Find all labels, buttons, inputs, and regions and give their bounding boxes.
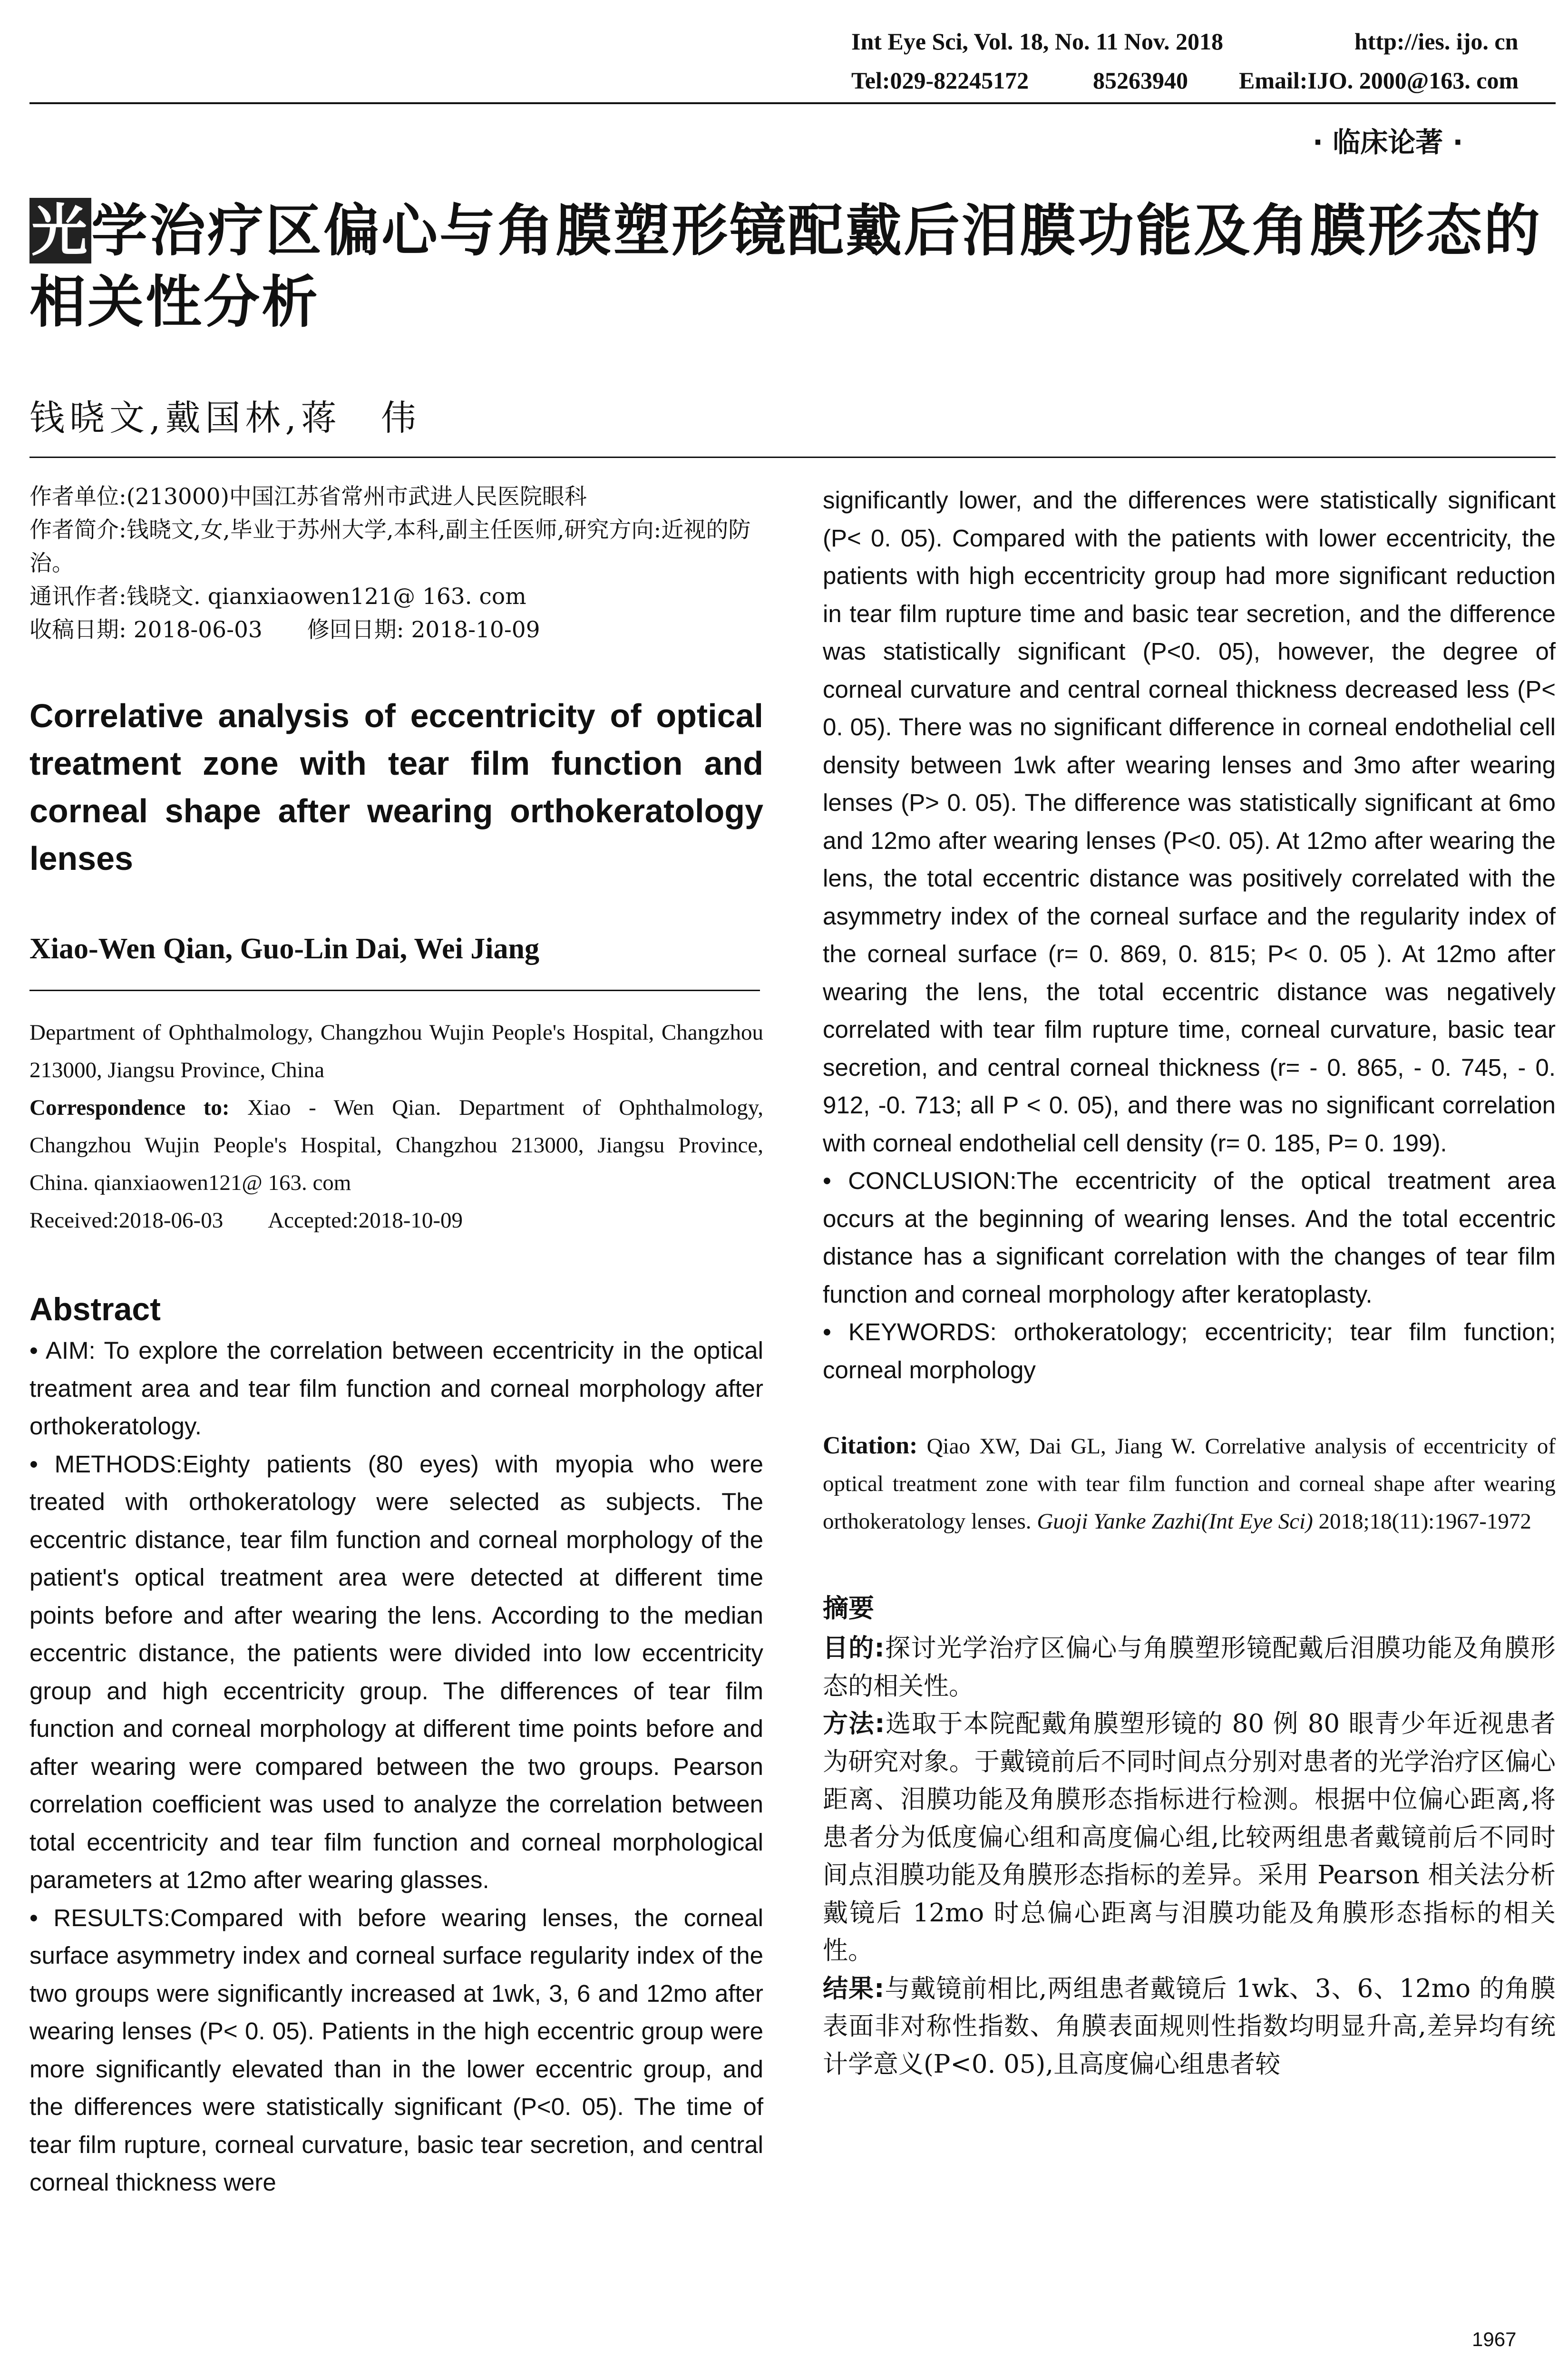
citation-journal: Guoji Yanke Zazhi(Int Eye Sci) [1037, 1509, 1313, 1534]
abstract-heading: Abstract [29, 1291, 161, 1327]
dates-cn: 收稿日期: 2018-06-03 修回日期: 2018-10-09 [29, 617, 540, 643]
abstract-keywords: • KEYWORDS: orthokeratology; eccentricity; tear film function; corneal morphology [823, 1318, 1556, 1383]
author-info-cn [29, 480, 763, 647]
section-label: · 临床论著 · [1313, 126, 1463, 158]
title-rule [29, 457, 1556, 458]
citation [823, 1427, 1556, 1540]
abstract-results-part2: significantly lower, and the differences were statistically significant (P< 0. 05). Compared with the patients with lower eccentricity, the patients with high eccentricity group had more significant reduction in tear film rupture time and basic tear secretion, and the difference was statistically significant (P<0. 05), however, the degree of corneal curvature and central corneal thickness decreased less (P< 0. 05). There was no significant difference in corneal endothelial cell density between 1wk after wearing lenses and 3mo after wearing lenses (P> 0. 05). The difference was statistically significant at 6mo and 12mo after wearing lenses (P<0. 05). At 12mo after wearing the lens, the total eccentric distance was positively correlated with the asymmetry index of the corneal surface and the regularity index of the corneal surface (r= 0. 869, 0. 815; P< 0. 05 ). At 12mo after wearing the lens, the total eccentric distance was negatively correlated with tear film rupture time, corneal curvature, basic tear secretion, and central corneal thickness (r= - 0. 865, - 0. 745, - 0. 912, -0. 713; all P < 0. 05), and there was no significant correlation with corneal endothelial cell density (r= 0. 185, P= 0. 199). [823, 487, 1556, 1157]
right-column [823, 481, 1556, 2083]
title-rest: 学治疗区偏心与角膜塑形镜配戴后泪膜功能及角膜形态的相关性分析 [29, 198, 1542, 335]
journal-url[interactable]: http://ies. ijo. cn [1354, 28, 1519, 55]
abstract-aim: • AIM: To explore the correlation between eccentricity in the optical treatment area and tear film function and corneal morphology after orthokeratology. [29, 1337, 763, 1440]
citation-label: Citation: [823, 1432, 918, 1459]
correspondence-text: Xiao - Wen Qian. Department of Ophthalmology, Changzhou Wujin People's Hospital, Changzhou 213000, Jiangsu Province, China. qianxiaowen121@ 163. com [29, 1095, 763, 1195]
abstract-results-part1: • RESULTS:Compared with before wearing lenses, the corneal surface asymmetry index and corneal surface regularity index of the two groups were significantly increased at 1wk, 3, 6 and 12mo after wearing lenses (P< 0. 05). Patients in the high eccentric group were more significantly elevated than in the lower eccentric group, and the differences were statistically significant (P<0. 05). The time of tear film rupture, corneal curvature, basic tear secretion, and central corneal thickness were [29, 1904, 763, 2196]
abstract-conclusion: • CONCLUSION:The eccentricity of the optical treatment area occurs at the beginning of wearing lenses. And the total eccentric distance has a significant correlation with the changes of tear film function and corneal morphology after keratoplasty. [823, 1167, 1556, 1308]
zh-method [823, 1705, 1556, 1970]
corresponding-author: 通讯作者:钱晓文. qianxiaowen121@ 163. com [29, 584, 526, 610]
zh-method-label: 方法: [823, 1709, 885, 1738]
title-first-char: 光 [29, 198, 91, 263]
affiliation: Department of Ophthalmology, Changzhou Wujin People's Hospital, Changzhou 213000, Jiangsu Province, China [29, 1020, 763, 1082]
zh-result-label: 结果: [823, 1974, 885, 2003]
left-column [29, 480, 763, 2202]
journal-info: Int Eye Sci, Vol. 18, No. 11 Nov. 2018 [851, 28, 1224, 55]
zh-goal [823, 1629, 1556, 1705]
citation-tail: 2018;18(11):1967-1972 [1313, 1509, 1531, 1534]
zh-result-text: 与戴镜前相比,两组患者戴镜后 1wk、3、6、12mo 的角膜表面非对称性指数、角膜表面规则性指数均明显升高,差异均有统计学意义(P<0. 05),且高度偏心组患者较 [823, 1974, 1556, 2079]
authors-rule [29, 990, 760, 991]
journal-email[interactable]: Email:IJO. 2000@163. com [1239, 67, 1519, 94]
abstract-methods: • METHODS:Eighty patients (80 eyes) with myopia who were treated with orthokeratology were selected as subjects. The eccentric distance, tear film function and corneal morphology of the patient's optical treatment area were detected at different time points before and after wearing the lens. According to the median eccentric distance, the patients were divided into low eccentricity group and high eccentricity group. The differences of tear film function and corneal morphology at different time points before and after wearing were compared between the two groups. Pearson correlation coefficient was used to analyze the correlation between total eccentricity and tear film function and corneal morphological parameters at 12mo after wearing glasses. [29, 1450, 763, 1893]
zh-result [823, 1970, 1556, 2084]
header-rule [29, 102, 1556, 104]
author-bio: 作者简介:钱晓文,女,毕业于苏州大学,本科,副主任医师,研究方向:近视的防治。 [29, 517, 751, 576]
zh-goal-text: 探讨光学治疗区偏心与角膜塑形镜配戴后泪膜功能及角膜形态的相关性。 [823, 1634, 1556, 1701]
correspondence-label: Correspondence to: [29, 1095, 230, 1120]
page-number: 1967 [1472, 2328, 1517, 2350]
journal-tel: Tel:029-82245172 [851, 67, 1029, 94]
paper-title-cn [29, 195, 1556, 338]
correspondence [29, 1089, 763, 1202]
citation-text: Qiao XW, Dai GL, Jiang W. Correlative analysis of eccentricity of optical treatment zone with tear film function and corneal shape after wearing orthokeratology lenses. [823, 1434, 1556, 1534]
authors-en: Xiao-Wen Qian, Guo-Lin Dai, Wei Jiang [29, 933, 539, 965]
paper-title-en: Correlative analysis of eccentricity of optical treatment zone with tear film function and corneal shape after wearing orthokeratology lenses [29, 697, 763, 877]
zh-method-text: 选取于本院配戴角膜塑形镜的 80 例 80 眼青少年近视患者为研究对象。于戴镜前后不同时间点分别对患者的光学治疗区偏心距离、泪膜功能及角膜形态指标进行检测。根据中位偏心距离,将患者分为低度偏心组和高度偏心组,比较两组患者戴镜前后不同时间点泪膜功能及角膜形态指标的差异。采用 Pearson 相关法分析戴镜后 12mo 时总偏心距离与泪膜功能及角膜形态指标的相关性。 [823, 1709, 1556, 1965]
zh-goal-label: 目的: [823, 1634, 885, 1663]
zh-abstract-heading: 摘要 [823, 1593, 874, 1623]
received-accepted: Received:2018-06-03 Accepted:2018-10-09 [29, 1208, 463, 1233]
authors-cn: 钱晓文,戴国林,蒋 伟 [29, 398, 421, 438]
journal-tel2: 85263940 [1093, 67, 1188, 94]
author-unit: 作者单位:(213000)中国江苏省常州市武进人民医院眼科 [29, 484, 587, 510]
